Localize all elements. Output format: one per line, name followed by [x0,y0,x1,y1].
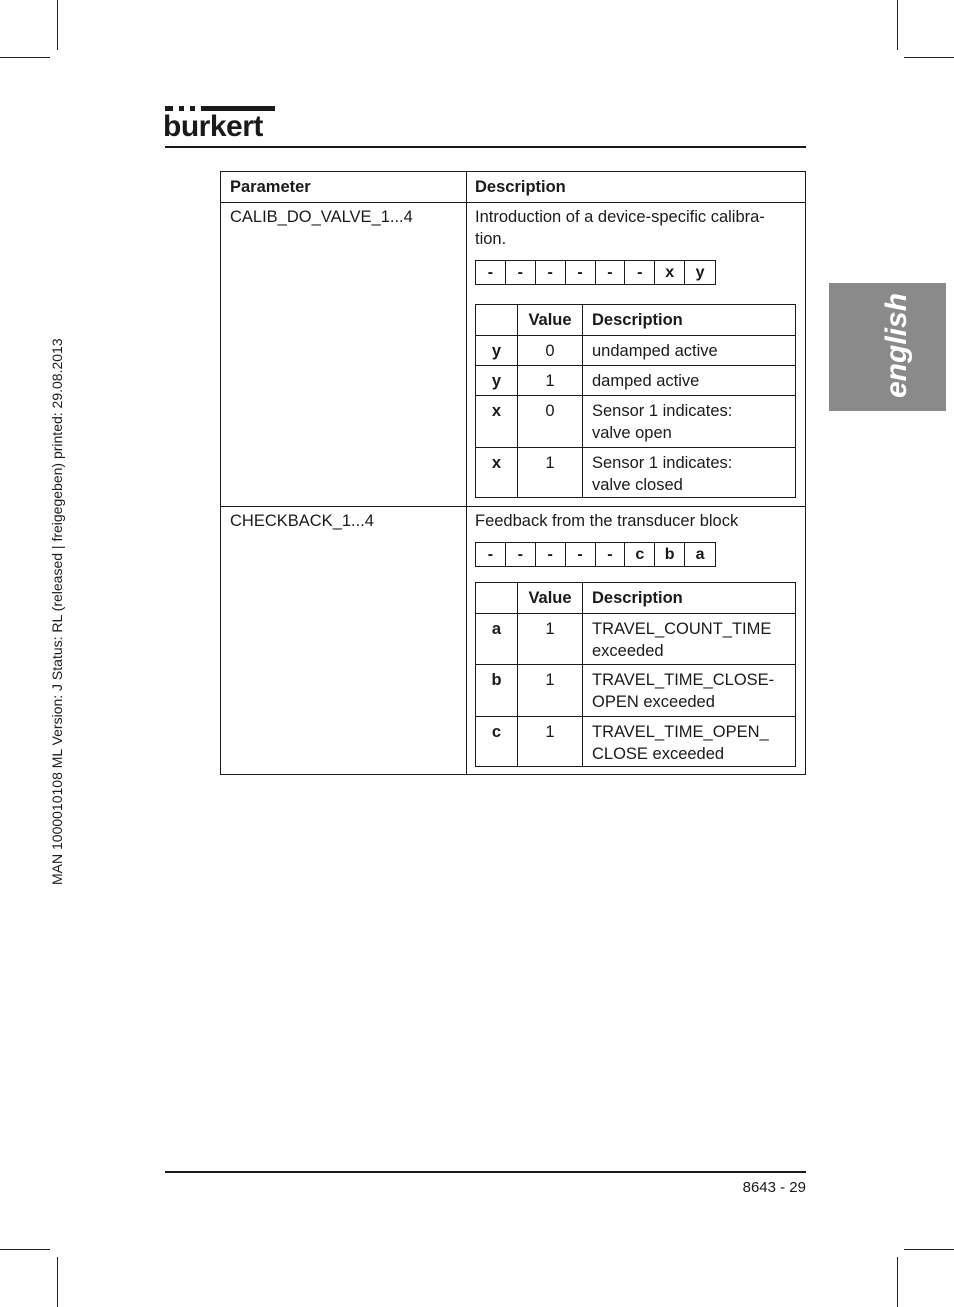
bit-description: TRAVEL_TIME_OPEN_ CLOSE exceeded [592,723,769,763]
bit-cell: - [625,261,655,284]
header-description: Description [475,178,566,196]
bit-value: 1 [518,448,583,498]
bit-cell: - [566,261,596,284]
bit-cell: x [655,261,685,284]
bit-cell: - [536,543,566,566]
crop-mark [0,57,50,58]
bit-key: y [476,366,518,396]
bit-key: c [476,717,518,767]
crop-mark [0,1249,50,1250]
bit-cell: c [625,543,655,566]
page-number: 8643 - 29 [742,1179,806,1196]
crop-mark [57,0,58,50]
bit-value: 1 [518,665,583,717]
crop-mark [897,1257,898,1307]
crop-mark [57,1257,58,1307]
description-text: Feedback from the transducer block [475,512,739,530]
bit-description: Sensor 1 indicates: valve closed [592,454,733,494]
bit-value: 1 [518,717,583,767]
bit-field [475,260,716,285]
brand-logo [163,106,275,144]
document-info: MAN 1000010108 ML Version: J Status: RL (released | freigegeben) printed: 29.08.2013 [49,338,65,885]
bit-cell: - [476,543,506,566]
table-row [476,613,795,665]
parameter-table [220,171,806,775]
bit-description: undamped active [592,342,718,360]
bit-cell: - [506,543,536,566]
table-row [476,365,795,396]
bit-cell: - [596,261,626,284]
description-text: tion. [475,230,507,248]
bit-cell: b [655,543,685,566]
table-row [476,335,795,366]
header-divider [221,202,805,203]
value-description-header: Description [592,589,683,607]
bit-value: 0 [518,396,583,448]
value-header: Value [518,305,583,335]
row-divider [221,506,805,507]
bit-cell: a [695,546,705,563]
table-row [476,716,795,767]
bit-description: TRAVEL_COUNT_TIME exceeded [592,620,772,660]
table-row [476,664,795,717]
bit-key: b [476,665,518,717]
value-description-header: Description [592,311,683,329]
parameter-name: CALIB_DO_VALVE_1...4 [230,208,413,226]
description-text: Introduction of a device-specific calibra- [475,208,765,226]
bit-cell: - [476,261,506,284]
bit-cell: - [536,261,566,284]
header-parameter: Parameter [230,178,311,196]
footer-rule [165,1171,806,1173]
bit-value: 1 [518,366,583,396]
bit-key: x [476,448,518,498]
bit-key: y [476,336,518,366]
value-table-header [476,305,795,335]
bit-cell: y [695,264,705,281]
language-tab [829,283,946,411]
language-tab-label: english [880,292,913,398]
value-header: Value [518,583,583,613]
value-table [475,582,796,767]
bit-field [475,542,716,567]
table-row [476,447,795,498]
bit-cell: - [566,543,596,566]
bit-key: x [476,396,518,448]
bit-description: damped active [592,372,700,390]
crop-mark [897,0,898,50]
bit-value: 1 [518,614,583,665]
column-divider [466,172,467,774]
value-table [475,304,796,498]
bit-key: a [476,614,518,665]
header-rule [165,146,806,148]
bit-description: TRAVEL_TIME_CLOSE- OPEN exceeded [592,671,775,711]
parameter-name: CHECKBACK_1...4 [230,512,374,530]
value-table-header [476,583,795,613]
crop-mark [904,1249,954,1250]
logo-text: burkert [163,110,263,143]
bit-cell: - [596,543,626,566]
crop-mark [904,57,954,58]
bit-description: Sensor 1 indicates: valve open [592,402,733,442]
bit-value: 0 [518,336,583,366]
table-row [476,395,795,448]
bit-cell: - [506,261,536,284]
